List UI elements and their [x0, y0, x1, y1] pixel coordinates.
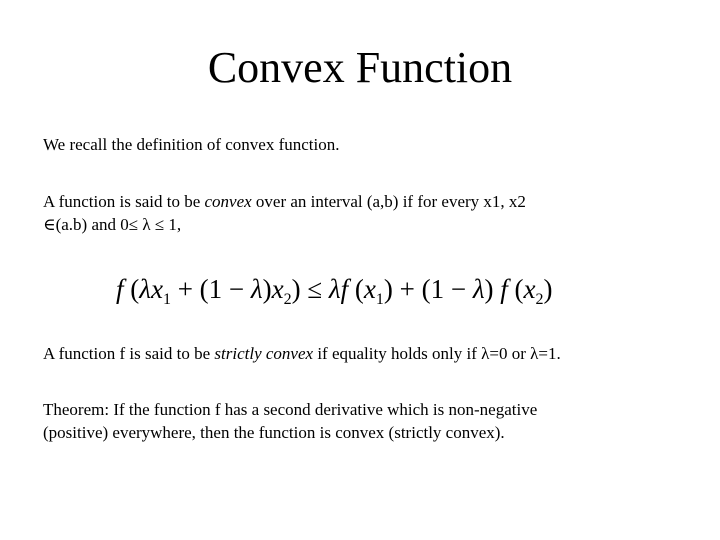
convex-def-line2: ∈(a.b) and 0≤ λ ≤ 1,: [43, 215, 182, 234]
formula-paren: ): [543, 274, 553, 304]
theorem-line1: Theorem: If the function f has a second derivative which is non-negative: [43, 400, 538, 419]
formula-lambda: λ: [250, 274, 263, 304]
convex-term: convex: [204, 192, 252, 211]
formula-f: f: [340, 274, 349, 304]
strict-convex-term: strictly convex: [214, 344, 314, 363]
formula-subscript: 1: [162, 291, 171, 308]
formula-subscript: 2: [283, 291, 292, 308]
convexity-inequality: [116, 268, 636, 310]
formula-f: f: [116, 274, 124, 304]
convex-def-suffix: over an interval (a,b) if for every x1, x2: [251, 192, 526, 211]
formula-leq: ≤: [300, 274, 329, 304]
formula-operator: + (1 −: [392, 274, 473, 304]
strict-def-suffix: if equality holds only if λ=0 or λ=1.: [313, 344, 561, 363]
slide-title: Convex Function: [207, 43, 513, 92]
formula-x: x: [363, 274, 376, 304]
theorem: [43, 398, 683, 444]
intro-text: We recall the definition of convex function.: [43, 135, 340, 154]
formula-subscript: 2: [535, 291, 544, 308]
formula-paren: ): [383, 274, 393, 304]
formula-f: f: [500, 274, 508, 304]
strict-def-prefix: A function f is said to be: [43, 344, 215, 363]
formula-paren: ): [262, 274, 272, 304]
convex-def-prefix: A function is said to be: [43, 192, 205, 211]
formula-paren: ): [484, 274, 501, 304]
strict-convex-definition: [43, 342, 683, 365]
formula-operator: + (1 −: [170, 274, 251, 304]
formula-lambda: λ: [139, 274, 151, 304]
formula-paren: ): [291, 274, 301, 304]
formula-paren: (: [507, 274, 524, 304]
convex-definition: [43, 190, 683, 236]
formula-x: x: [271, 274, 284, 304]
formula-x: x: [523, 274, 536, 304]
formula-x: x: [150, 274, 163, 304]
formula-subscript: 1: [375, 291, 384, 308]
formula-lambda: λ: [328, 274, 341, 304]
formula-paren: (: [348, 274, 364, 304]
formula-paren: (: [123, 274, 140, 304]
theorem-line2: (positive) everywhere, then the function is convex (strictly convex).: [43, 423, 505, 442]
formula-lambda: λ: [472, 274, 485, 304]
